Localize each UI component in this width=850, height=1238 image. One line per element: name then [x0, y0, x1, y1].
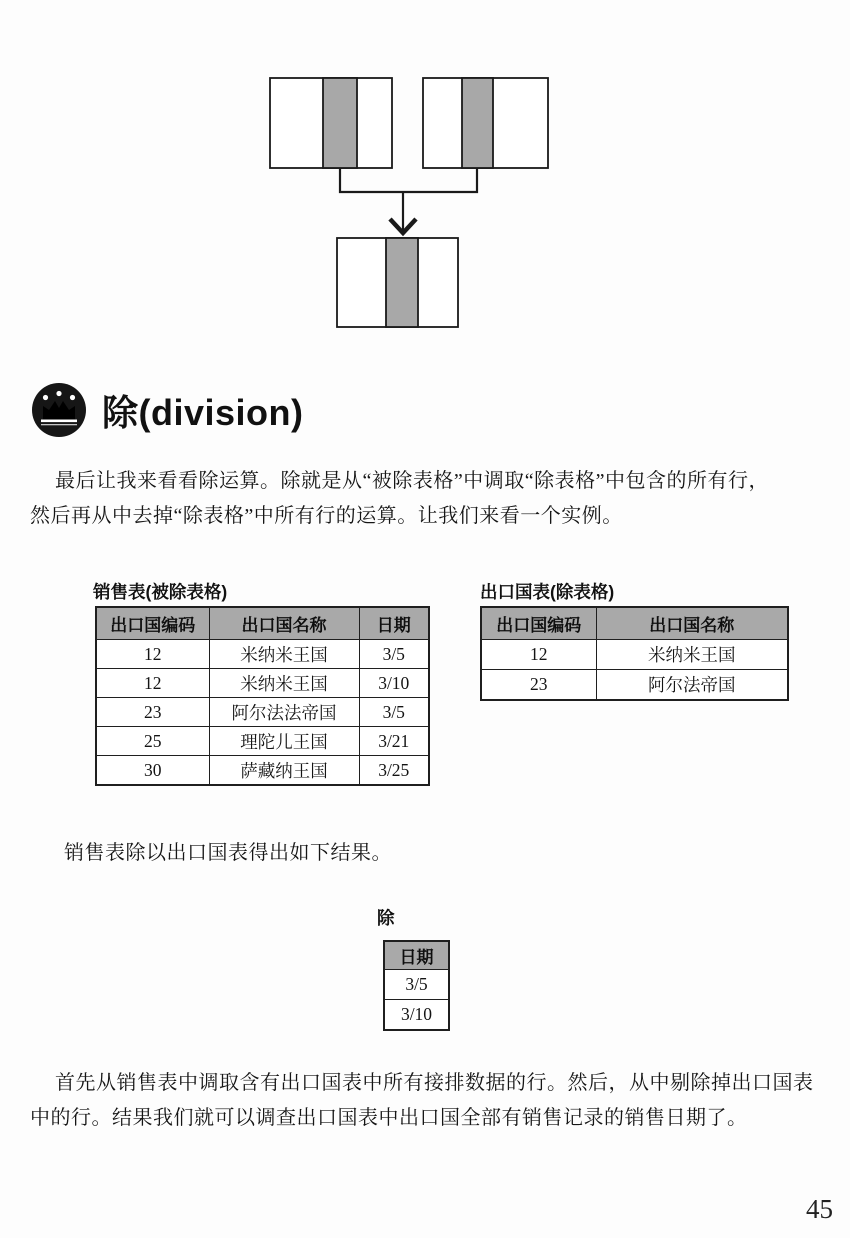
sales-table-title: 销售表(被除表格) [93, 582, 228, 602]
cell: 萨藏纳王国 [209, 756, 359, 786]
col-header-export-code: 出口国编码 [96, 607, 209, 640]
cell: 米纳米王国 [209, 640, 359, 669]
cell: 阿尔法法帝国 [209, 698, 359, 727]
section-header [30, 381, 304, 439]
cell: 3/25 [359, 756, 429, 786]
result-highlight-column [386, 238, 418, 327]
result-intro-text: 销售表除以出口国表得出如下结果。 [64, 842, 392, 864]
cell: 理陀儿王国 [209, 727, 359, 756]
table-row [384, 1000, 449, 1031]
paragraph-line: 然后再从中去掉“除表格”中所有行的运算。让我们来看一个实例。 [30, 505, 623, 527]
cell: 30 [96, 756, 209, 786]
table-row [96, 727, 429, 756]
col-header-date: 日期 [359, 607, 429, 640]
table-row [96, 669, 429, 698]
table-header-row [96, 607, 429, 640]
relation-a-highlight-column [323, 78, 357, 168]
table-row [96, 698, 429, 727]
cell: 3/10 [359, 669, 429, 698]
table-header-row [481, 607, 788, 640]
paragraph-line: 最后让我来看看除运算。除就是从“被除表格”中调取“除表格”中包含的所有行， [55, 470, 770, 492]
export-table [480, 606, 789, 701]
cell: 3/5 [359, 640, 429, 669]
table-row [481, 670, 788, 701]
table-row [384, 970, 449, 1000]
cell: 3/10 [384, 1000, 449, 1031]
intro-paragraph [30, 464, 769, 534]
cell: 12 [96, 640, 209, 669]
cell: 3/5 [384, 970, 449, 1000]
crown-badge-icon [30, 381, 88, 439]
cell: 3/21 [359, 727, 429, 756]
cell: 12 [96, 669, 209, 698]
table-header-row [384, 941, 449, 970]
merge-connector-line [340, 168, 477, 192]
paragraph-line: 首先从销售表中调取含有出口国表中所有接排数据的行。然后，从中剔除掉出口国表 [55, 1072, 814, 1094]
sales-table [95, 606, 430, 786]
table-row [96, 640, 429, 669]
section-title: 除(division) [102, 391, 304, 433]
cell: 3/5 [359, 698, 429, 727]
relation-b-highlight-column [462, 78, 493, 168]
cell: 米纳米王国 [209, 669, 359, 698]
cell: 米纳米王国 [596, 640, 788, 670]
cell: 25 [96, 727, 209, 756]
export-table-title: 出口国表(除表格) [480, 582, 615, 602]
cell: 阿尔法帝国 [596, 670, 788, 701]
closing-paragraph [30, 1066, 814, 1136]
division-diagram [0, 0, 850, 340]
table-row [96, 756, 429, 786]
col-header-export-name: 出口国名称 [596, 607, 788, 640]
result-table-title: 除 [377, 908, 395, 928]
col-header-export-code: 出口国编码 [481, 607, 596, 640]
cell: 23 [481, 670, 596, 701]
cell: 23 [96, 698, 209, 727]
col-header-date: 日期 [384, 941, 449, 970]
cell: 12 [481, 640, 596, 670]
result-table [383, 940, 450, 1031]
paragraph-line: 中的行。结果我们就可以调查出口国表中出口国全部有销售记录的销售日期了。 [30, 1107, 748, 1129]
page-number: 45 [806, 1194, 833, 1224]
table-row [481, 640, 788, 670]
col-header-export-name: 出口国名称 [209, 607, 359, 640]
